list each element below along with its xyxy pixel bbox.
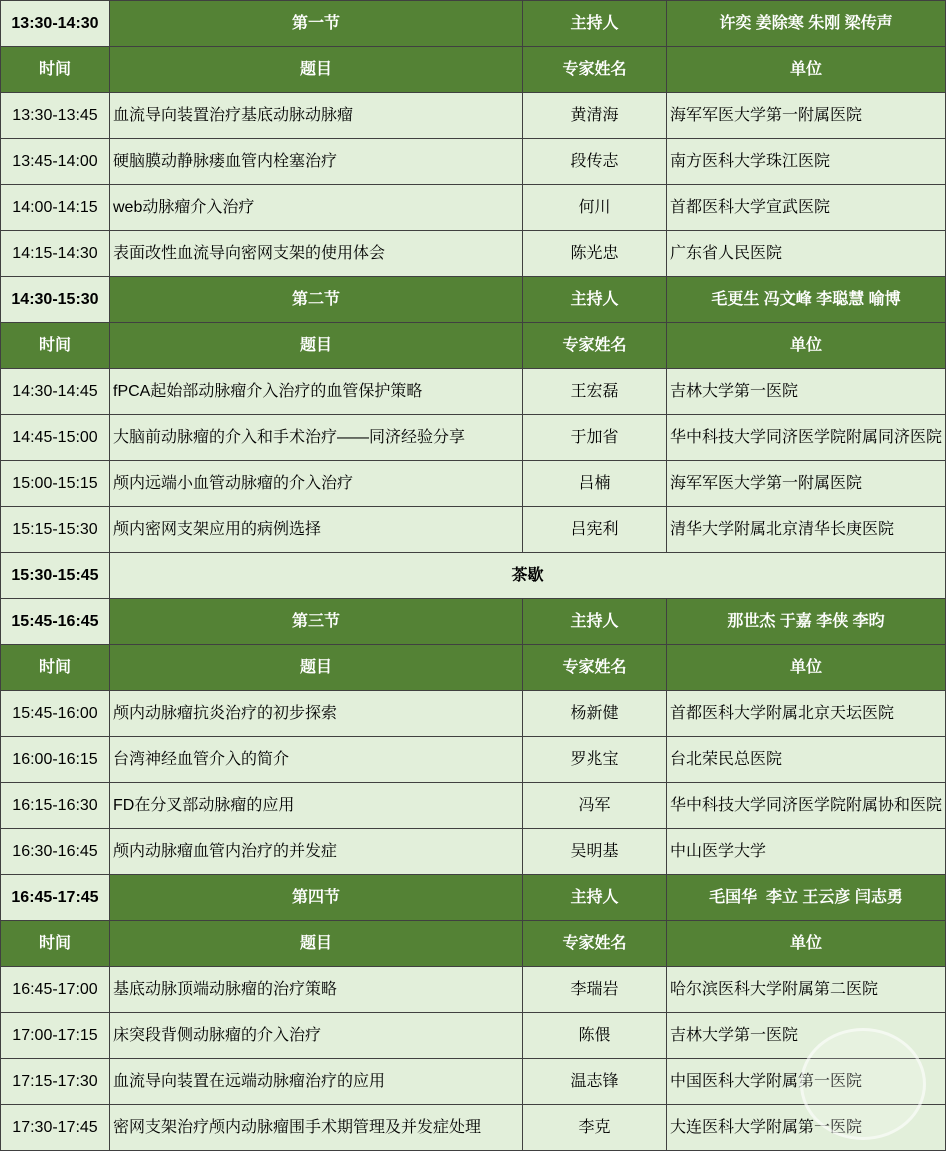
- talk-time: 14:45-15:00: [1, 415, 110, 461]
- talk-speaker: 吕宪利: [523, 507, 667, 553]
- talk-topic: fPCA起始部动脉瘤介入治疗的血管保护策略: [110, 369, 523, 415]
- talk-row: [1, 185, 946, 231]
- column-header-unit: 单位: [667, 645, 946, 691]
- talk-topic: 台湾神经血管介入的简介: [110, 737, 523, 783]
- section-title: 第一节: [110, 1, 523, 47]
- talk-unit: 清华大学附属北京清华长庚医院: [667, 507, 946, 553]
- talk-unit: 南方医科大学珠江医院: [667, 139, 946, 185]
- section-header-row: [1, 599, 946, 645]
- section-time: 14:30-15:30: [1, 277, 110, 323]
- talk-time: 16:45-17:00: [1, 967, 110, 1013]
- break-time: 15:30-15:45: [1, 553, 110, 599]
- talk-topic: 血流导向装置在远端动脉瘤治疗的应用: [110, 1059, 523, 1105]
- talk-unit: 中国医科大学附属第一医院: [667, 1059, 946, 1105]
- column-header-topic: 题目: [110, 921, 523, 967]
- talk-topic: 大脑前动脉瘤的介入和手术治疗——同济经验分享: [110, 415, 523, 461]
- talk-row: [1, 139, 946, 185]
- column-header-time: 时间: [1, 645, 110, 691]
- column-header-topic: 题目: [110, 645, 523, 691]
- talk-time: 14:30-14:45: [1, 369, 110, 415]
- talk-topic: 基底动脉顶端动脉瘤的治疗策略: [110, 967, 523, 1013]
- talk-unit: 广东省人民医院: [667, 231, 946, 277]
- column-header-time: 时间: [1, 47, 110, 93]
- talk-time: 17:30-17:45: [1, 1105, 110, 1151]
- talk-row: [1, 737, 946, 783]
- talk-time: 15:45-16:00: [1, 691, 110, 737]
- section-time: 16:45-17:45: [1, 875, 110, 921]
- break-label: 茶歇: [110, 553, 946, 599]
- talk-unit: 海军军医大学第一附属医院: [667, 93, 946, 139]
- talk-row: [1, 369, 946, 415]
- talk-topic: FD在分叉部动脉瘤的应用: [110, 783, 523, 829]
- talk-row: [1, 967, 946, 1013]
- column-header-topic: 题目: [110, 47, 523, 93]
- talk-unit: 首都医科大学宣武医院: [667, 185, 946, 231]
- talk-row: [1, 1059, 946, 1105]
- column-header-row: [1, 645, 946, 691]
- talk-row: [1, 93, 946, 139]
- section-title: 第四节: [110, 875, 523, 921]
- column-header-unit: 单位: [667, 47, 946, 93]
- host-label: 主持人: [523, 599, 667, 645]
- talk-speaker: 何川: [523, 185, 667, 231]
- talk-unit: 台北荣民总医院: [667, 737, 946, 783]
- section-hosts: 那世杰 于嘉 李侠 李昀: [667, 599, 946, 645]
- talk-time: 16:30-16:45: [1, 829, 110, 875]
- column-header-time: 时间: [1, 921, 110, 967]
- column-header-speaker: 专家姓名: [523, 47, 667, 93]
- talk-row: [1, 783, 946, 829]
- column-header-speaker: 专家姓名: [523, 645, 667, 691]
- talk-time: 14:00-14:15: [1, 185, 110, 231]
- talk-topic: 颅内动脉瘤血管内治疗的并发症: [110, 829, 523, 875]
- section-title: 第三节: [110, 599, 523, 645]
- section-hosts: 毛更生 冯文峰 李聪慧 喻博: [667, 277, 946, 323]
- host-label: 主持人: [523, 875, 667, 921]
- talk-time: 13:30-13:45: [1, 93, 110, 139]
- talk-row: [1, 829, 946, 875]
- section-header-row: [1, 875, 946, 921]
- talk-speaker: 陈偎: [523, 1013, 667, 1059]
- talk-topic: 硬脑膜动静脉瘘血管内栓塞治疗: [110, 139, 523, 185]
- column-header-row: [1, 47, 946, 93]
- section-time: 13:30-14:30: [1, 1, 110, 47]
- talk-row: [1, 461, 946, 507]
- column-header-speaker: 专家姓名: [523, 921, 667, 967]
- talk-unit: 吉林大学第一医院: [667, 369, 946, 415]
- talk-time: 16:00-16:15: [1, 737, 110, 783]
- talk-speaker: 黄清海: [523, 93, 667, 139]
- talk-row: [1, 1013, 946, 1059]
- talk-row: [1, 231, 946, 277]
- column-header-row: [1, 323, 946, 369]
- talk-speaker: 王宏磊: [523, 369, 667, 415]
- talk-time: 15:00-15:15: [1, 461, 110, 507]
- section-header-row: [1, 1, 946, 47]
- talk-unit: 中山医学大学: [667, 829, 946, 875]
- section-time: 15:45-16:45: [1, 599, 110, 645]
- talk-time: 15:15-15:30: [1, 507, 110, 553]
- host-label: 主持人: [523, 277, 667, 323]
- talk-time: 13:45-14:00: [1, 139, 110, 185]
- host-label: 主持人: [523, 1, 667, 47]
- talk-speaker: 冯军: [523, 783, 667, 829]
- talk-speaker: 于加省: [523, 415, 667, 461]
- talk-time: 14:15-14:30: [1, 231, 110, 277]
- column-header-topic: 题目: [110, 323, 523, 369]
- talk-unit: 海军军医大学第一附属医院: [667, 461, 946, 507]
- talk-speaker: 李克: [523, 1105, 667, 1151]
- talk-speaker: 陈光忠: [523, 231, 667, 277]
- talk-unit: 吉林大学第一医院: [667, 1013, 946, 1059]
- talk-unit: 华中科技大学同济医学院附属同济医院: [667, 415, 946, 461]
- talk-row: [1, 415, 946, 461]
- talk-speaker: 李瑞岩: [523, 967, 667, 1013]
- section-hosts: 毛国华 李立 王云彦 闫志勇: [667, 875, 946, 921]
- talk-topic: 颅内密网支架应用的病例选择: [110, 507, 523, 553]
- talk-speaker: 吴明基: [523, 829, 667, 875]
- talk-row: [1, 691, 946, 737]
- talk-row: [1, 1105, 946, 1151]
- talk-speaker: 杨新健: [523, 691, 667, 737]
- column-header-row: [1, 921, 946, 967]
- talk-speaker: 罗兆宝: [523, 737, 667, 783]
- talk-unit: 首都医科大学附属北京天坛医院: [667, 691, 946, 737]
- section-hosts: 许奕 姜除寒 朱刚 梁传声: [667, 1, 946, 47]
- column-header-speaker: 专家姓名: [523, 323, 667, 369]
- talk-row: [1, 507, 946, 553]
- talk-topic: 密网支架治疗颅内动脉瘤围手术期管理及并发症处理: [110, 1105, 523, 1151]
- talk-topic: 表面改性血流导向密网支架的使用体会: [110, 231, 523, 277]
- talk-speaker: 吕楠: [523, 461, 667, 507]
- talk-time: 17:15-17:30: [1, 1059, 110, 1105]
- talk-topic: 颅内远端小血管动脉瘤的介入治疗: [110, 461, 523, 507]
- break-row: [1, 553, 946, 599]
- talk-topic: 颅内动脉瘤抗炎治疗的初步探索: [110, 691, 523, 737]
- talk-unit: 华中科技大学同济医学院附属协和医院: [667, 783, 946, 829]
- talk-speaker: 段传志: [523, 139, 667, 185]
- column-header-unit: 单位: [667, 921, 946, 967]
- talk-unit: 哈尔滨医科大学附属第二医院: [667, 967, 946, 1013]
- talk-speaker: 温志锋: [523, 1059, 667, 1105]
- talk-time: 17:00-17:15: [1, 1013, 110, 1059]
- column-header-time: 时间: [1, 323, 110, 369]
- section-title: 第二节: [110, 277, 523, 323]
- talk-topic: 床突段背侧动脉瘤的介入治疗: [110, 1013, 523, 1059]
- talk-topic: web动脉瘤介入治疗: [110, 185, 523, 231]
- talk-time: 16:15-16:30: [1, 783, 110, 829]
- talk-topic: 血流导向装置治疗基底动脉动脉瘤: [110, 93, 523, 139]
- section-header-row: [1, 277, 946, 323]
- column-header-unit: 单位: [667, 323, 946, 369]
- talk-unit: 大连医科大学附属第一医院: [667, 1105, 946, 1151]
